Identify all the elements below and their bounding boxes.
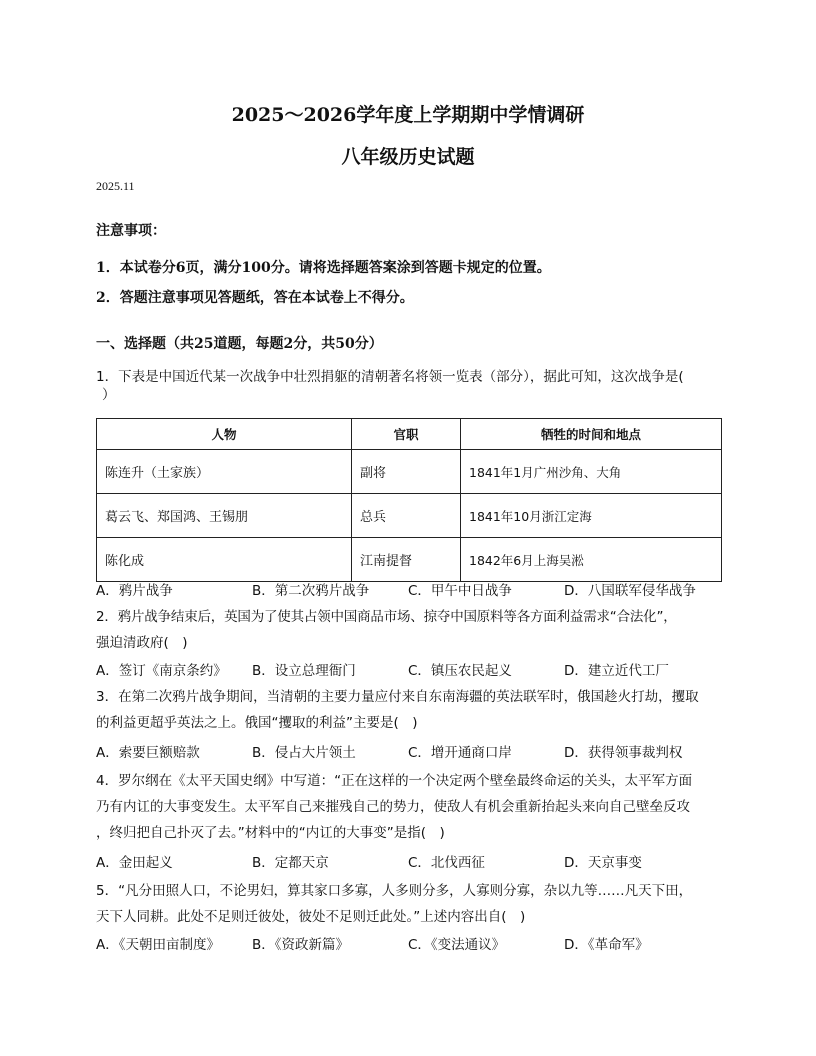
question-3-options	[96, 740, 724, 766]
exam-date: 2025.11	[96, 179, 135, 193]
section-heading: 一、选择题（共25道题，每题2分，共50分）	[96, 336, 383, 352]
option-d: D．八国联军侵华战争	[564, 583, 696, 599]
question-stem-line: 乃有内讧的大事变发生。太平军自己来摧残自己的势力，使敌人有机会重新抬起头来向自己壁垒反攻	[96, 799, 690, 815]
question-stem-line: 天下人同耕。此处不足则迁彼处，彼处不足则迁此处。”上述内容出自( )	[96, 909, 526, 925]
option-b: B．《资政新篇》	[252, 937, 350, 953]
table-row	[97, 494, 722, 538]
question-stem-line: 1．下表是中国近代某一次战争中壮烈捐躯的清朝著名将领一览表（部分），据此可知，这次战争是(	[96, 369, 684, 385]
table-cell: 葛云飞、郑国鸿、王锡朋	[97, 494, 352, 538]
table-row	[97, 450, 722, 494]
question-3-stem	[96, 684, 724, 736]
question-1-options	[96, 578, 724, 604]
option-c: C．增开通商口岸	[408, 745, 512, 761]
table-cell: 1841年1月广州沙角、大角	[461, 450, 722, 494]
question-4-options	[96, 850, 724, 876]
table-header-cell: 官职	[352, 419, 461, 450]
table-header-row	[97, 419, 722, 450]
table-cell: 总兵	[352, 494, 461, 538]
option-b: B．定都天京	[252, 855, 329, 871]
table-cell: 陈连升（土家族）	[97, 450, 352, 494]
generals-table	[96, 418, 722, 582]
option-a: A．金田起义	[96, 855, 173, 871]
notice-item-1: 1．本试卷分6页，满分100分。请将选择题答案涂到答题卡规定的位置。	[96, 260, 551, 276]
option-c: C．《变法通议》	[408, 937, 506, 953]
option-d: D．天京事变	[564, 855, 642, 871]
question-stem-line: 的利益更超乎英法之上。俄国“攫取的利益”主要是( )	[96, 715, 418, 731]
option-d: D．《革命军》	[564, 937, 649, 953]
option-b: B．侵占大片领土	[252, 745, 356, 761]
option-c: C．镇压农民起义	[408, 663, 512, 679]
table-cell: 副将	[352, 450, 461, 494]
question-stem-line: 强迫清政府( )	[96, 635, 188, 651]
question-4-stem	[96, 768, 724, 846]
table-header-cell: 人物	[97, 419, 352, 450]
question-stem-line: 2．鸦片战争结束后，英国为了使其占领中国商品市场、掠夺中国原料等各方面利益需求“合法化”，	[96, 609, 677, 625]
table-header-cell: 牺牲的时间和地点	[461, 419, 722, 450]
question-2-options	[96, 658, 724, 684]
option-b: B．第二次鸦片战争	[252, 583, 370, 599]
exam-subtitle: 八年级历史试题	[341, 146, 475, 168]
question-stem-line: 3．在第二次鸦片战争期间，当清朝的主要力量应付来自东南海疆的英法联军时，俄国趁火打劫，攫取	[96, 689, 699, 705]
notice-heading: 注意事项：	[96, 223, 166, 239]
question-5-stem	[96, 878, 724, 930]
option-c: C．北伐西征	[408, 855, 485, 871]
option-b: B．设立总理衙门	[252, 663, 356, 679]
option-c: C．甲午中日战争	[408, 583, 512, 599]
question-5-options	[96, 932, 724, 958]
question-1-stem	[96, 364, 724, 408]
question-stem-line: ，终归把自己扑灭了去。”材料中的“内讧的大事变”是指( )	[96, 825, 445, 841]
option-a: A．鸦片战争	[96, 583, 173, 599]
option-a: A．《天朝田亩制度》	[96, 937, 220, 953]
question-stem-line: 4．罗尔纲在《太平天国史纲》中写道：“正在这样的一个决定两个壁垒最终命运的关头，太平军方面	[96, 773, 693, 789]
table-cell: 1841年10月浙江定海	[461, 494, 722, 538]
option-a: A．签订《南京条约》	[96, 663, 227, 679]
option-d: D．获得领事裁判权	[564, 745, 683, 761]
question-stem-line: 5．“凡分田照人口，不论男妇，算其家口多寡，人多则分多，人寡则分寡，杂以九等……凡天下田，	[96, 883, 693, 899]
option-d: D．建立近代工厂	[564, 663, 669, 679]
table-row	[97, 538, 722, 582]
option-a: A．索要巨额赔款	[96, 745, 200, 761]
question-2-stem	[96, 604, 724, 656]
notice-item-2: 2．答题注意事项见答题纸，答在本试卷上不得分。	[96, 290, 414, 306]
table-cell: 江南提督	[352, 538, 461, 582]
table-cell: 陈化成	[97, 538, 352, 582]
question-stem-line: ）	[102, 387, 116, 403]
exam-title: 2025～2026学年度上学期期中学情调研	[231, 104, 585, 126]
table-cell: 1842年6月上海吴淞	[461, 538, 722, 582]
